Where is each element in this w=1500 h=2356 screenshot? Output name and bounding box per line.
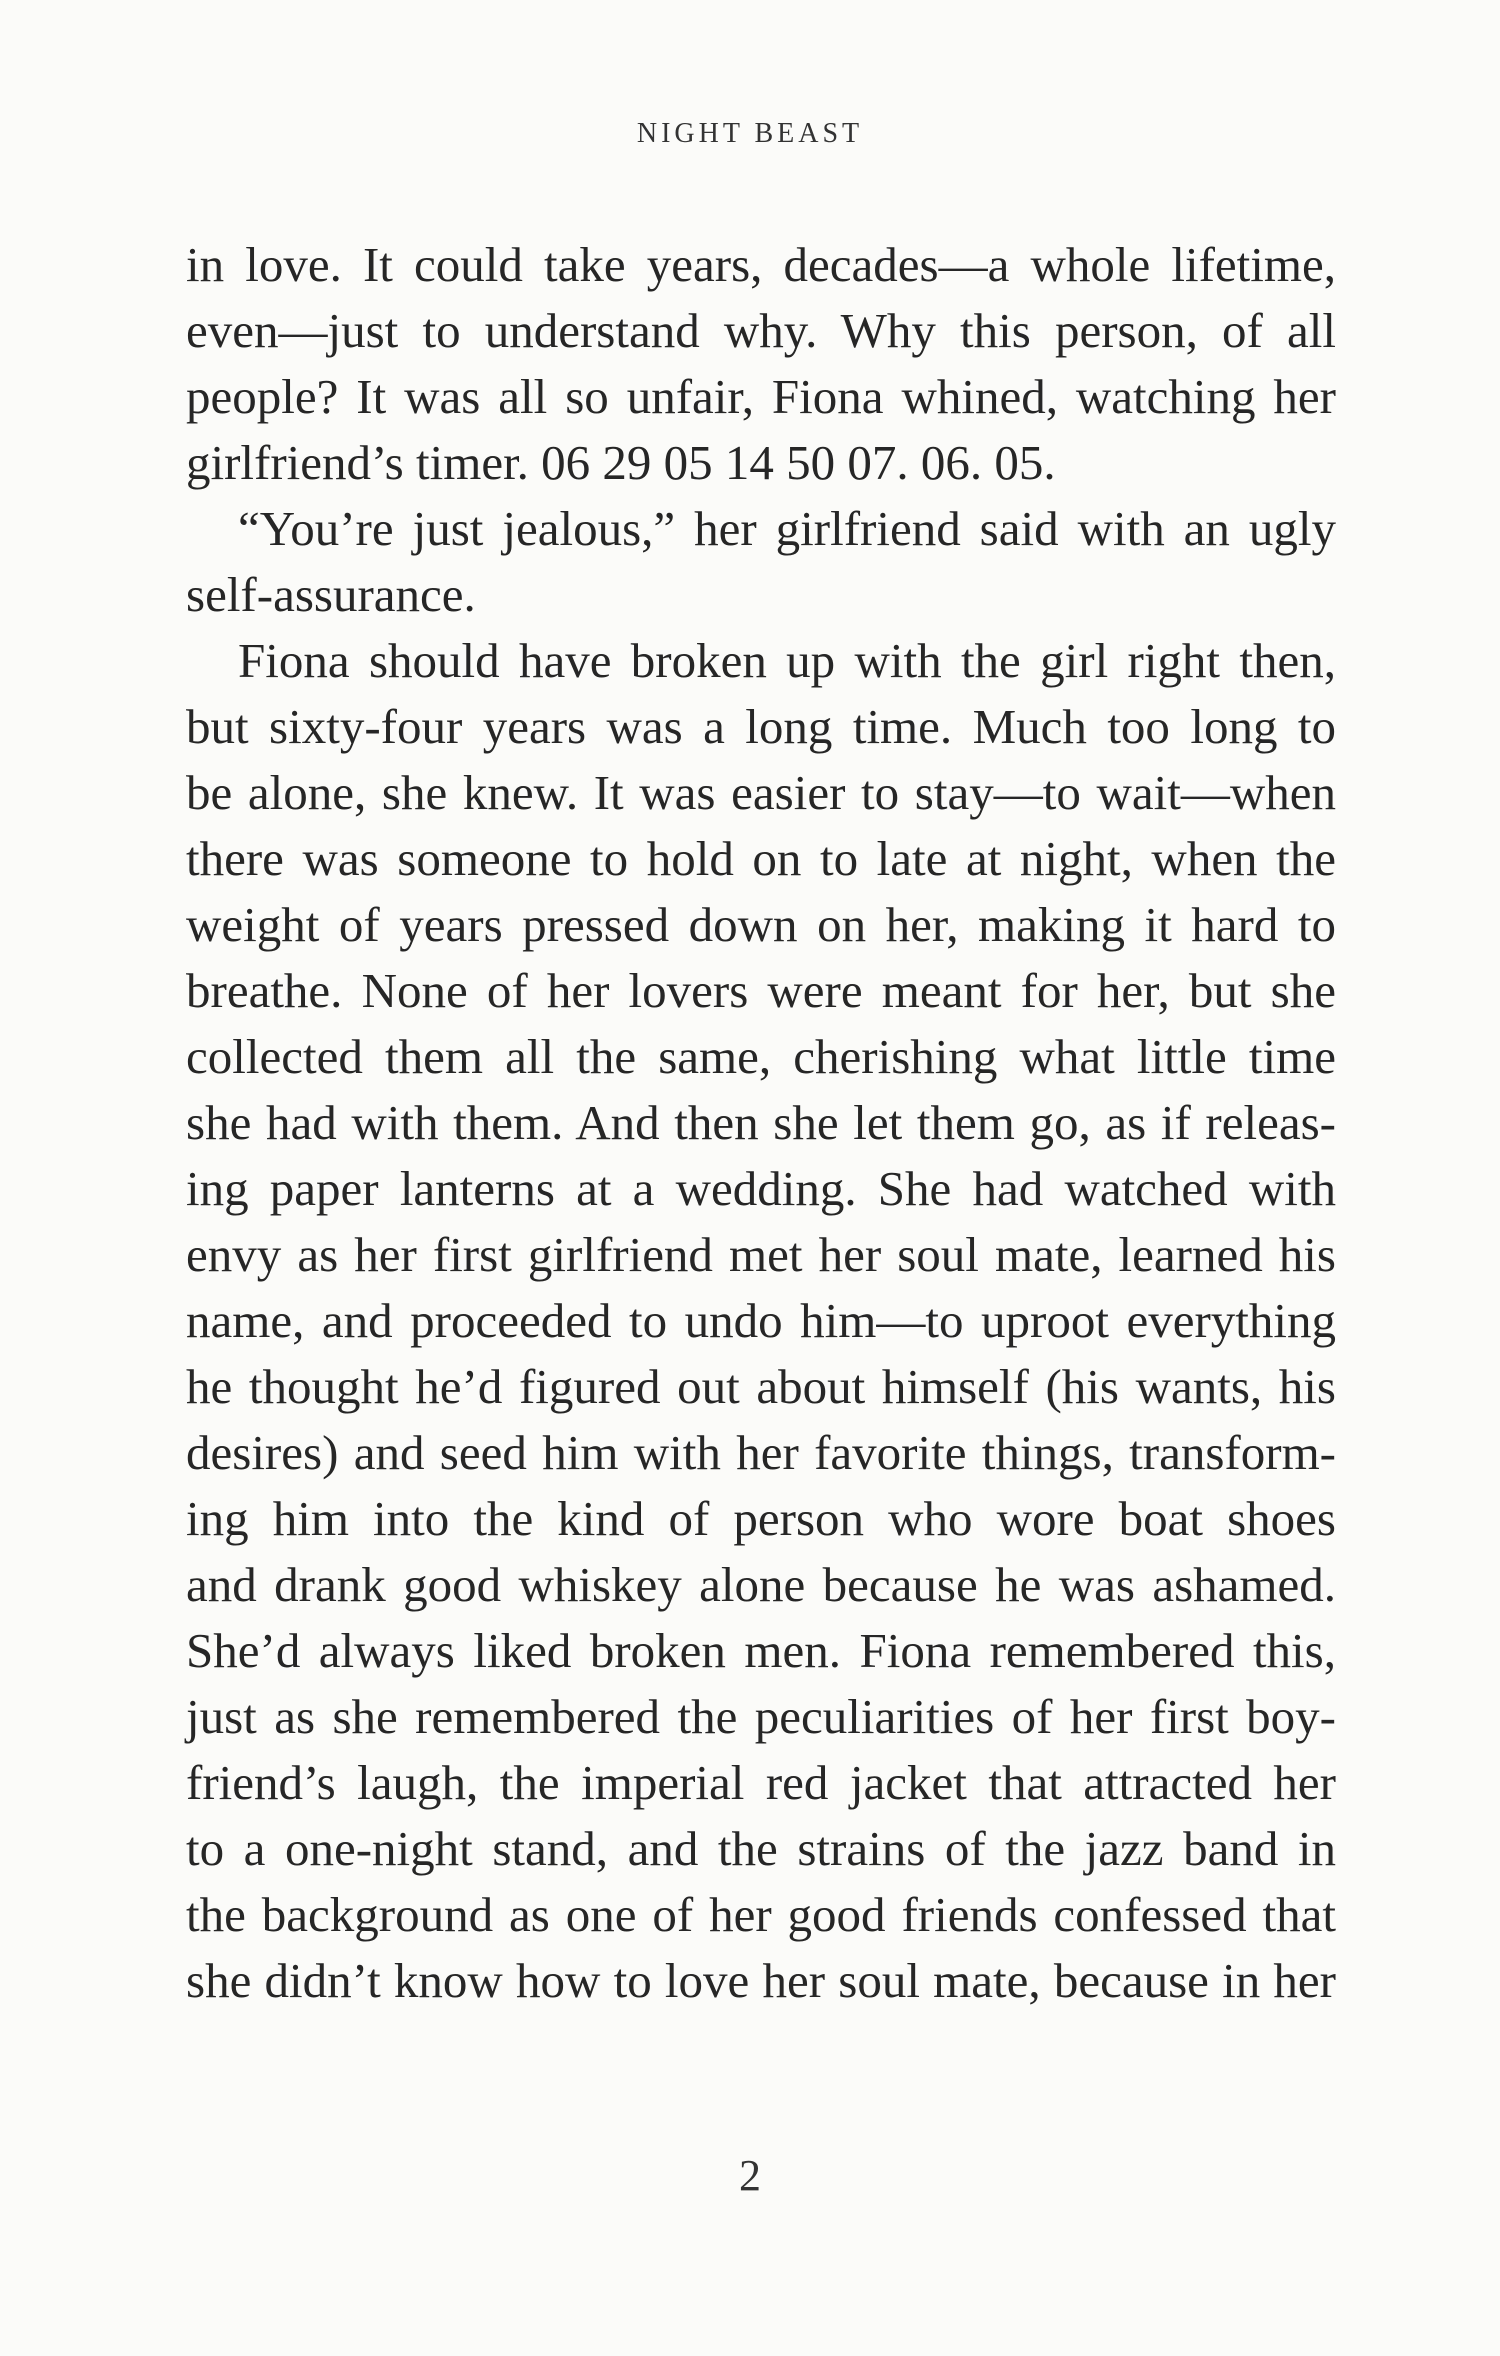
text-line: ing him into the kind of person who wore boat shoes <box>186 1491 1336 1546</box>
text-line: he thought he’d figured out about himself (his wants, his <box>186 1359 1336 1414</box>
text-line: she didn’t know how to love her soul mate, because in her <box>186 1953 1336 2008</box>
page-number: 2 <box>739 2151 761 2200</box>
text-line: name, and proceeded to undo him—to uproot everything <box>186 1293 1336 1348</box>
text-line: be alone, she knew. It was easier to stay—to wait—when <box>186 765 1336 820</box>
text-line: friend’s laugh, the imperial red jacket that attracted her <box>186 1755 1336 1810</box>
text-line: breathe. None of her lovers were meant for her, but she <box>186 963 1336 1018</box>
running-head: NIGHT BEAST <box>636 118 864 149</box>
text-line: even—just to understand why. Why this person, of all <box>186 303 1336 358</box>
body-text <box>186 232 1336 2014</box>
text-line: weight of years pressed down on her, making it hard to <box>186 897 1336 952</box>
text-line: and drank good whiskey alone because he was ashamed. <box>186 1557 1336 1612</box>
text-line: She’d always liked broken men. Fiona remembered this, <box>186 1623 1336 1678</box>
text-line: there was someone to hold on to late at night, when the <box>186 831 1336 886</box>
text-line: in love. It could take years, decades—a whole lifetime, <box>186 237 1336 292</box>
text-line: self-assurance. <box>186 567 476 622</box>
text-line: desires) and seed him with her favorite things, transform- <box>186 1425 1336 1480</box>
text-line: girlfriend’s timer. 06 29 05 14 50 07. 06. 05. <box>186 435 1056 490</box>
text-line: she had with them. And then she let them go, as if releas- <box>186 1095 1336 1150</box>
text-line: to a one-night stand, and the strains of the jazz band in <box>186 1821 1336 1876</box>
text-line: but sixty-four years was a long time. Much too long to <box>186 699 1336 754</box>
text-line: people? It was all so unfair, Fiona whined, watching her <box>186 369 1336 424</box>
text-line: the background as one of her good friends confessed that <box>186 1887 1336 1942</box>
text-line: just as she remembered the peculiarities of her first boy- <box>186 1689 1336 1744</box>
text-line: ing paper lanterns at a wedding. She had watched with <box>186 1161 1336 1216</box>
text-line: collected them all the same, cherishing what little time <box>186 1029 1336 1084</box>
text-line: Fiona should have broken up with the girl right then, <box>238 633 1336 688</box>
text-line: envy as her first girlfriend met her soul mate, learned his <box>186 1227 1336 1282</box>
text-line: “You’re just jealous,” her girlfriend said with an ugly <box>238 501 1336 556</box>
